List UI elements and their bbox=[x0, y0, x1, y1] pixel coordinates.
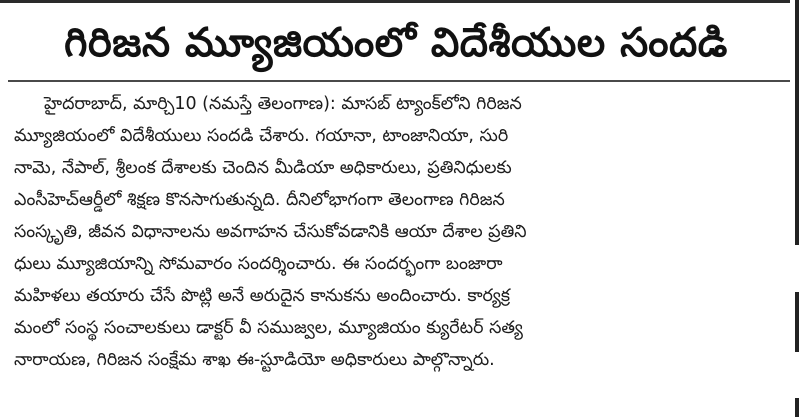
column-separator-rule bbox=[795, 292, 799, 352]
article-line: నారాయణ, గిరిజన సంక్షేమ శాఖ ఈ-స్టూడియో అధికారులు పాల్గొన్నారు. bbox=[14, 350, 495, 370]
article-line: ఎంసీహెచ్‌ఆర్డీలో శిక్షణ కొనసాగుతున్నది. దీనిలోభాగంగా తెలంగాణ గిరిజన bbox=[14, 190, 505, 210]
article-line: మ్యూజియంలో విదేశీయులు సందడి చేశారు. గయానా, టాంజానియా, సురి bbox=[14, 126, 509, 146]
article-line: నామె, నేపాల్, శ్రీలంక దేశాలకు చెందిన మీడియా అధికారులు, ప్రతినిధులకు bbox=[14, 158, 512, 178]
column-separator-rule bbox=[795, 398, 799, 417]
article-line: హైదరాబాద్, మార్చి10 (నమస్తే తెలంగాణ): మాసబ్ ట్యాంక్‌లోని గిరిజన bbox=[44, 94, 522, 114]
article-line: మహిళలు తయారు చేసే పొట్లి అనే అరుదైన కానుకను అందించారు. కార్యక్ర bbox=[14, 286, 511, 306]
top-border-rule bbox=[0, 0, 790, 3]
article-line: ధులు మ్యూజియాన్ని సోమవారం సందర్శించారు. ఈ సందర్భంగా బంజారా bbox=[14, 254, 503, 274]
article-line: మంలో సంస్థ సంచాలకులు డాక్టర్ వీ సముజ్వల, మ్యూజియం క్యురేటర్ సత్య bbox=[14, 318, 523, 338]
column-separator-rule bbox=[795, 0, 799, 245]
article-body bbox=[14, 88, 742, 408]
headline-divider bbox=[8, 80, 790, 82]
article-line: సంస్కృతి, జీవన విధానాలను అవగాహన చేసుకోవడానికి ఆయా దేశాల ప్రతిని bbox=[14, 222, 527, 242]
article-headline: గిరిజన మ్యూజియంలో విదేశీయుల సందడి bbox=[64, 20, 728, 66]
